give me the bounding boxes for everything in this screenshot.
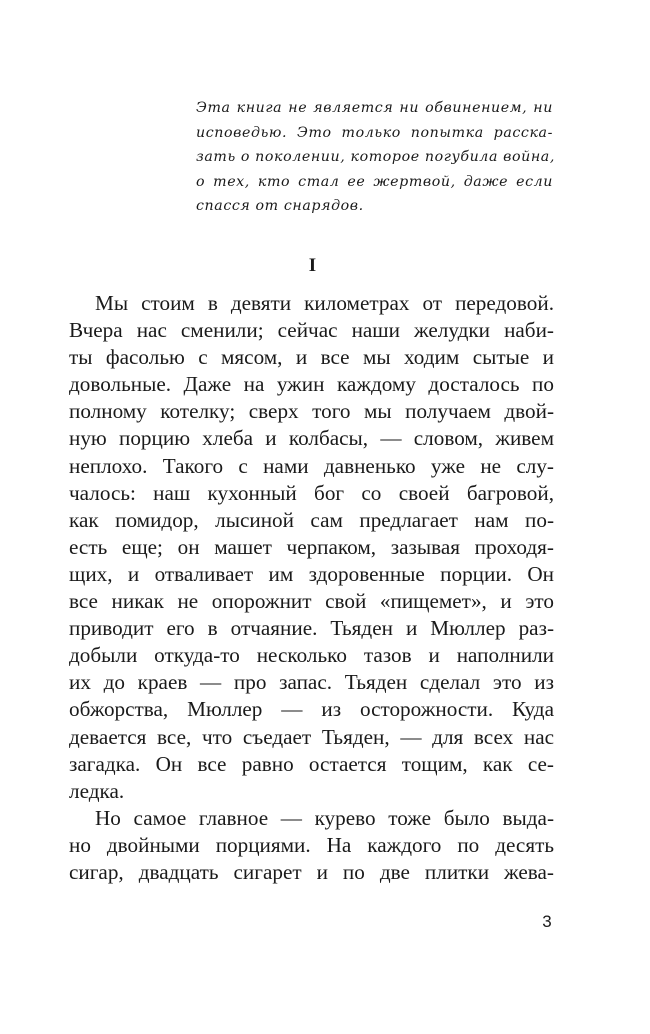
text-line: Вчера нас сменили; сейчас наши желудки наби- <box>69 318 554 343</box>
text-line: чалось: наш кухонный бог со своей багровой, <box>69 480 554 505</box>
text-line: есть еще; он машет черпаком, зазывая проходя- <box>69 534 554 559</box>
text-line: Мы стоим в девяти километрах от передовой. <box>95 291 554 315</box>
paragraph-2 <box>69 805 554 886</box>
body-text <box>69 290 554 886</box>
epigraph-line: зать о поколении, которое погубила война, <box>196 149 555 165</box>
text-line: обжорства, Мюллер — из осторожности. Куда <box>69 697 554 722</box>
text-line: ледка. <box>69 778 125 803</box>
text-line: как помидор, лысиной сам предлагает нам по- <box>69 507 554 532</box>
epigraph-line: спасся от снарядов. <box>196 198 364 214</box>
text-line: их до краев — про запас. Тьяден сделал это из <box>69 670 554 695</box>
text-line: все никак не опорожнит свой «пищемет», и это <box>69 589 554 614</box>
text-line: неплохо. Такого с нами давненько уже не слу- <box>69 453 554 478</box>
text-line: приводит его в отчаяние. Тьяден и Мюллер раз- <box>69 616 554 641</box>
text-line: Но самое главное — курево тоже было выда- <box>95 805 554 830</box>
text-line: ты фасолью с мясом, и все мы ходим сытые и <box>69 345 554 370</box>
paragraph-1 <box>69 290 554 805</box>
page-number: 3 <box>542 912 552 931</box>
text-line: довольные. Даже на ужин каждому досталось по <box>69 372 554 397</box>
epigraph-line: Эта книга не является ни обвинением, ни <box>196 100 553 116</box>
text-line: загадка. Он все равно остается тощим, как се- <box>69 751 554 776</box>
text-line: сигар, двадцать сигарет и по две плитки жева- <box>69 859 554 884</box>
text-line: но двойными порциями. На каждого по десять <box>69 832 554 857</box>
text-line: добыли откуда-то несколько тазов и наполнили <box>69 643 554 668</box>
epigraph-line: о тех, кто стал ее жертвой, даже если <box>196 173 553 190</box>
epigraph-line: исповедью. Это только попытка расска- <box>196 124 553 141</box>
text-line: ную порцию хлеба и колбасы, — словом, живем <box>69 426 554 451</box>
text-line: полному котелку; сверх того мы получаем двой- <box>69 399 554 424</box>
text-line: щих, и отваливает им здоровенные порции. Он <box>69 561 554 586</box>
epigraph <box>196 96 553 219</box>
chapter-heading: I <box>308 255 317 276</box>
text-line: девается все, что съедает Тьяден, — для всех нас <box>69 724 554 749</box>
